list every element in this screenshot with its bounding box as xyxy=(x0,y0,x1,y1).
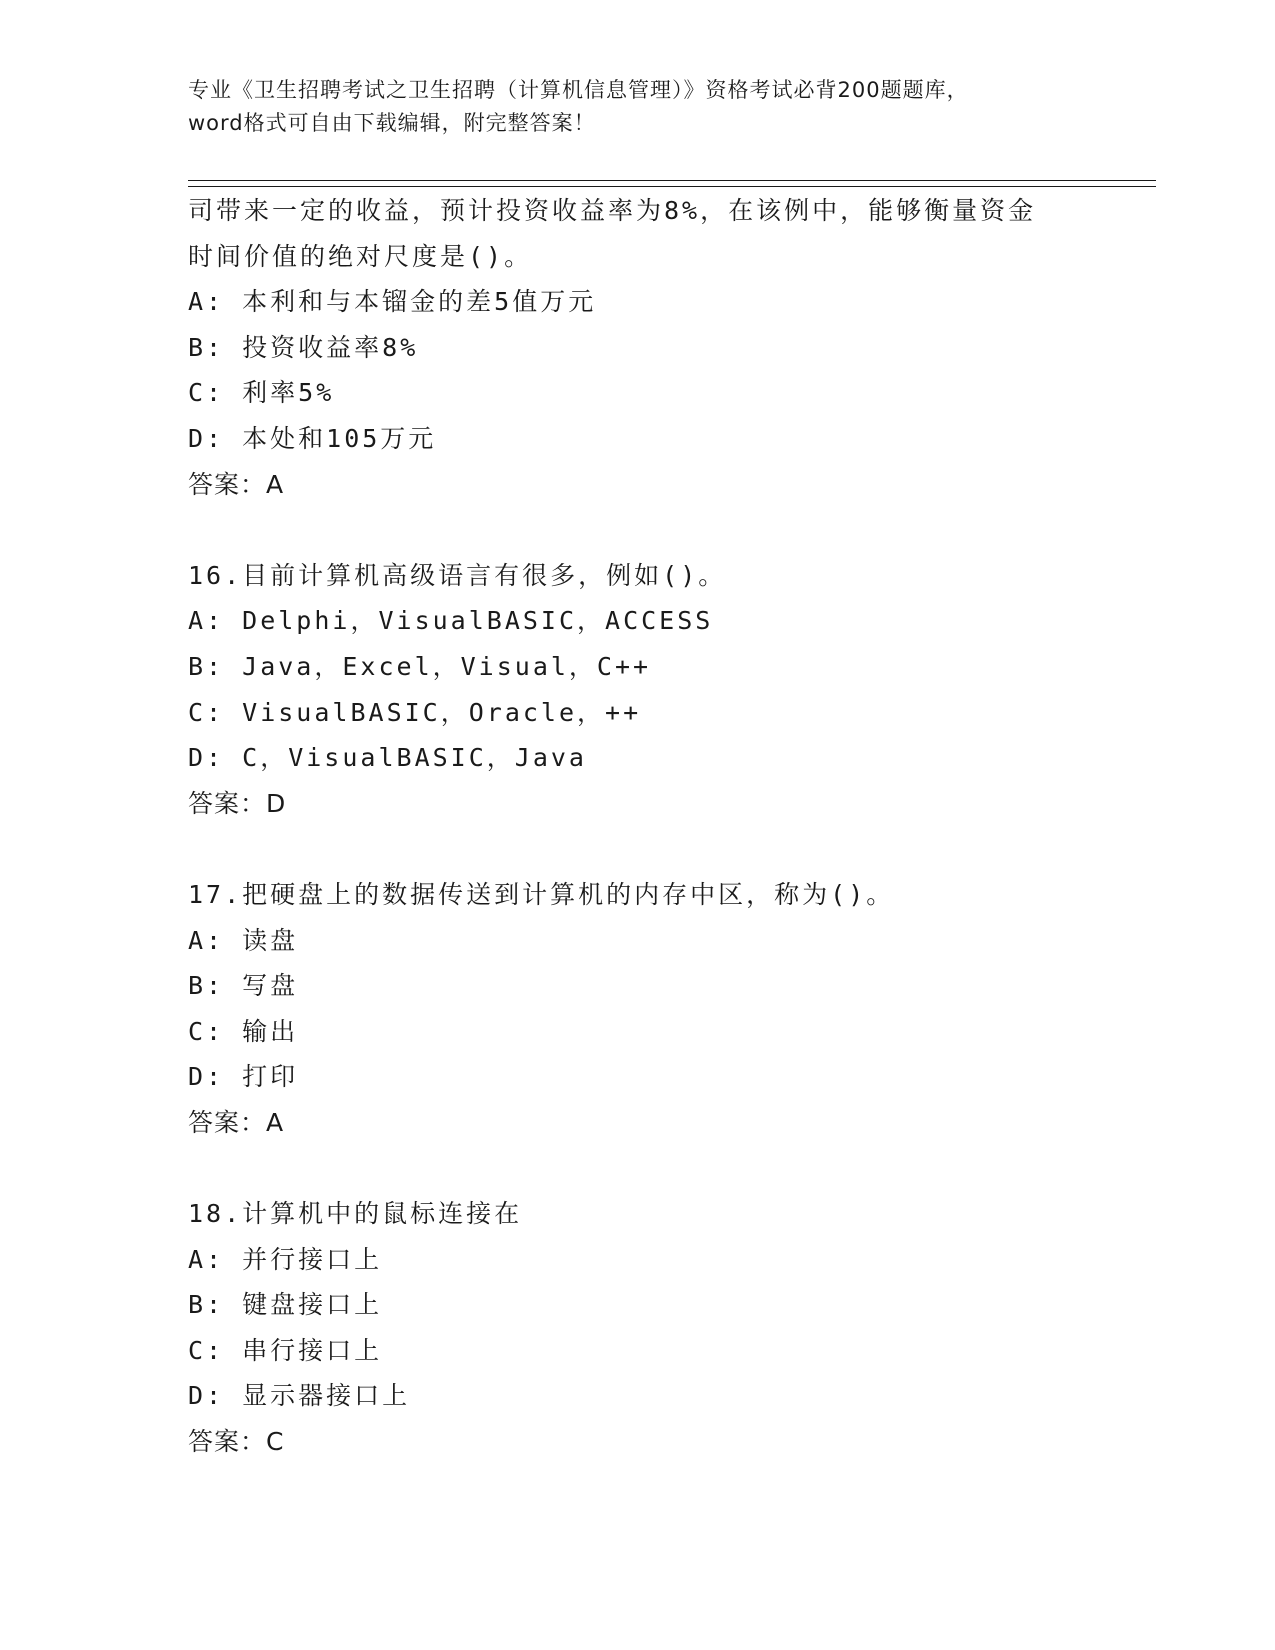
question-15 xyxy=(188,188,1148,507)
question-list xyxy=(188,188,1148,1465)
question-18 xyxy=(188,1191,1148,1465)
option-d: D: 打印 xyxy=(188,1062,299,1092)
option-a: A: 并行接口上 xyxy=(188,1244,383,1274)
document-header xyxy=(188,74,1088,140)
option-c: C: 利率5% xyxy=(188,378,335,408)
option-b: B: Java，Excel，Visual，C++ xyxy=(188,651,652,681)
spacer xyxy=(188,1145,1148,1191)
question-stem-continued: 时间价值的绝对尺度是()。 xyxy=(188,241,533,271)
question-stem: 17.把硬盘上的数据传送到计算机的内存中区，称为()。 xyxy=(188,879,895,909)
spacer xyxy=(188,507,1148,553)
header-divider-top xyxy=(188,180,1156,181)
option-c: C: 输出 xyxy=(188,1016,299,1046)
option-c: C: VisualBASIC，Oracle，++ xyxy=(188,697,642,727)
answer: 答案：D xyxy=(188,788,287,818)
question-stem: 16.目前计算机高级语言有很多，例如()。 xyxy=(188,560,727,590)
option-b: B: 写盘 xyxy=(188,971,299,1001)
answer: 答案：C xyxy=(188,1427,285,1457)
header-title-line1: 专业《卫生招聘考试之卫生招聘（计算机信息管理）》资格考试必背200题题库， xyxy=(188,78,969,102)
question-stem: 18.计算机中的鼠标连接在 xyxy=(188,1199,523,1229)
answer: 答案：A xyxy=(188,1107,285,1137)
option-b: B: 投资收益率8% xyxy=(188,332,419,362)
question-stem: 司带来一定的收益，预计投资收益率为8%，在该例中，能够衡量资金 xyxy=(188,196,1037,225)
header-title-line2: word格式可自由下载编辑，附完整答案！ xyxy=(188,111,596,135)
option-d: D: 显示器接口上 xyxy=(188,1381,411,1411)
question-17 xyxy=(188,872,1148,1146)
spacer xyxy=(188,826,1148,872)
option-a: A: 本利和与本镏金的差5值万元 xyxy=(188,287,597,317)
option-d: D: C，VisualBASIC，Java xyxy=(188,743,587,773)
option-a: A: Delphi，VisualBASIC，ACCESS xyxy=(188,606,714,636)
option-d: D: 本处和105万元 xyxy=(188,423,437,453)
answer: 答案：A xyxy=(188,469,285,499)
header-divider-bottom xyxy=(188,186,1156,187)
option-b: B: 键盘接口上 xyxy=(188,1290,383,1320)
option-c: C: 串行接口上 xyxy=(188,1335,383,1365)
question-16 xyxy=(188,553,1148,827)
option-a: A: 读盘 xyxy=(188,925,299,955)
